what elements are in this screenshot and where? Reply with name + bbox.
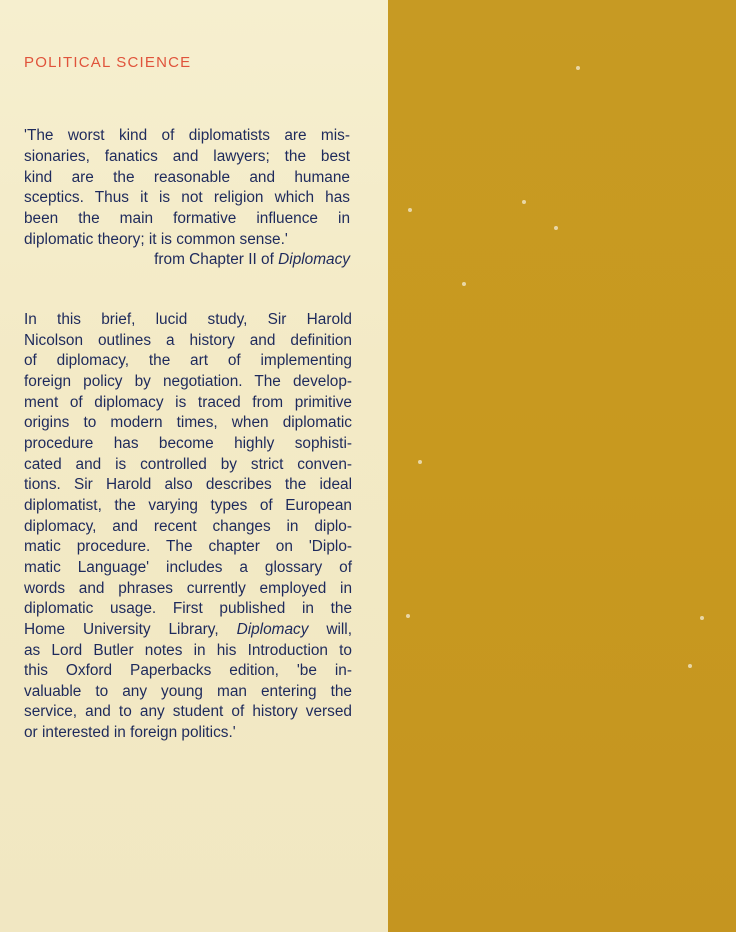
blurb-line [24,434,352,455]
blurb-segment: In this brief, lucid study, Sir Harold [24,311,352,328]
quote-line: sionaries, fanatics and lawyers; the best [24,147,350,165]
category-label: POLITICAL SCIENCE [24,54,192,71]
paper-speck [700,616,704,620]
blurb-segment: diplomatist, the varying types of European [24,496,352,514]
quote-line: diplomatic theory; it is common sense.' [24,230,288,248]
epigraph-quote [24,126,350,251]
blurb-line [24,455,352,476]
blurb-line [24,475,352,496]
blurb-segment: words and phrases currently employed in [24,579,352,597]
blurb-line [24,310,352,331]
blurb-segment: valuable to any young man entering the [24,682,352,700]
blurb-segment: service, and to any student of history versed [24,703,352,721]
blurb-line [24,372,352,393]
paper-speck [576,66,580,70]
blurb-line [24,682,352,703]
quote-source [24,251,350,269]
quote-line: sceptics. Thus it is not religion which has [24,189,350,207]
blurb-line [24,537,352,558]
quote-line: 'The worst kind of diplomatists are mis- [24,127,350,144]
blurb-line [24,393,352,414]
quote-line: been the main formative influence in [24,210,350,228]
blurb-segment: diplomatic usage. First published in the [24,600,352,618]
blurb-segment: ment of diplomacy is traced from primitive [24,393,352,411]
blurb-line [24,413,352,434]
blurb-line [24,641,352,662]
blurb-segment: or interested in foreign politics.' [24,724,236,742]
paper-speck [688,664,692,668]
blurb-segment: procedure has become highly sophisti- [24,434,352,452]
blurb-line [24,351,352,372]
blurb-segment: cated and is controlled by strict conven- [24,455,352,473]
blurb-segment: diplomacy, and recent changes in diplo- [24,517,352,535]
paper-speck [406,614,410,618]
paper-speck [408,208,412,212]
blurb-line [24,620,352,641]
mustard-color-panel [388,0,736,932]
blurb-line [24,599,352,620]
blurb-segment: foreign policy by negotiation. The develop- [24,372,352,390]
paper-speck [418,460,422,464]
source-prefix: from Chapter II of [154,251,279,268]
blurb-paragraph [24,310,352,744]
blurb-line [24,558,352,579]
blurb-line [24,723,352,744]
paper-speck [462,282,466,286]
blurb-segment: this Oxford Paperbacks edition, 'be in- [24,662,352,680]
paper-speck [522,200,526,204]
book-title-italic: Diplomacy [236,620,309,638]
source-title: Diplomacy [278,251,350,268]
blurb-line [24,517,352,538]
paper-speck [554,226,558,230]
blurb-segment: will, [308,620,352,638]
blurb-segment: Nicolson outlines a history and definition [24,331,352,349]
blurb-segment: tions. Sir Harold also describes the ideal [24,476,352,494]
blurb-segment: as Lord Butler notes in his Introduction to [24,641,352,659]
blurb-segment: origins to modern times, when diplomatic [24,414,352,432]
quote-line: kind are the reasonable and humane [24,168,350,186]
blurb-segment: of diplomacy, the art of implementing [24,352,352,370]
blurb-line [24,661,352,682]
blurb-segment: Home University Library, [24,620,237,638]
blurb-line [24,702,352,723]
blurb-line [24,579,352,600]
blurb-line [24,496,352,517]
blurb-segment: matic procedure. The chapter on 'Diplo- [24,538,352,556]
blurb-segment: matic Language' includes a glossary of [24,558,352,576]
blurb-line [24,331,352,352]
